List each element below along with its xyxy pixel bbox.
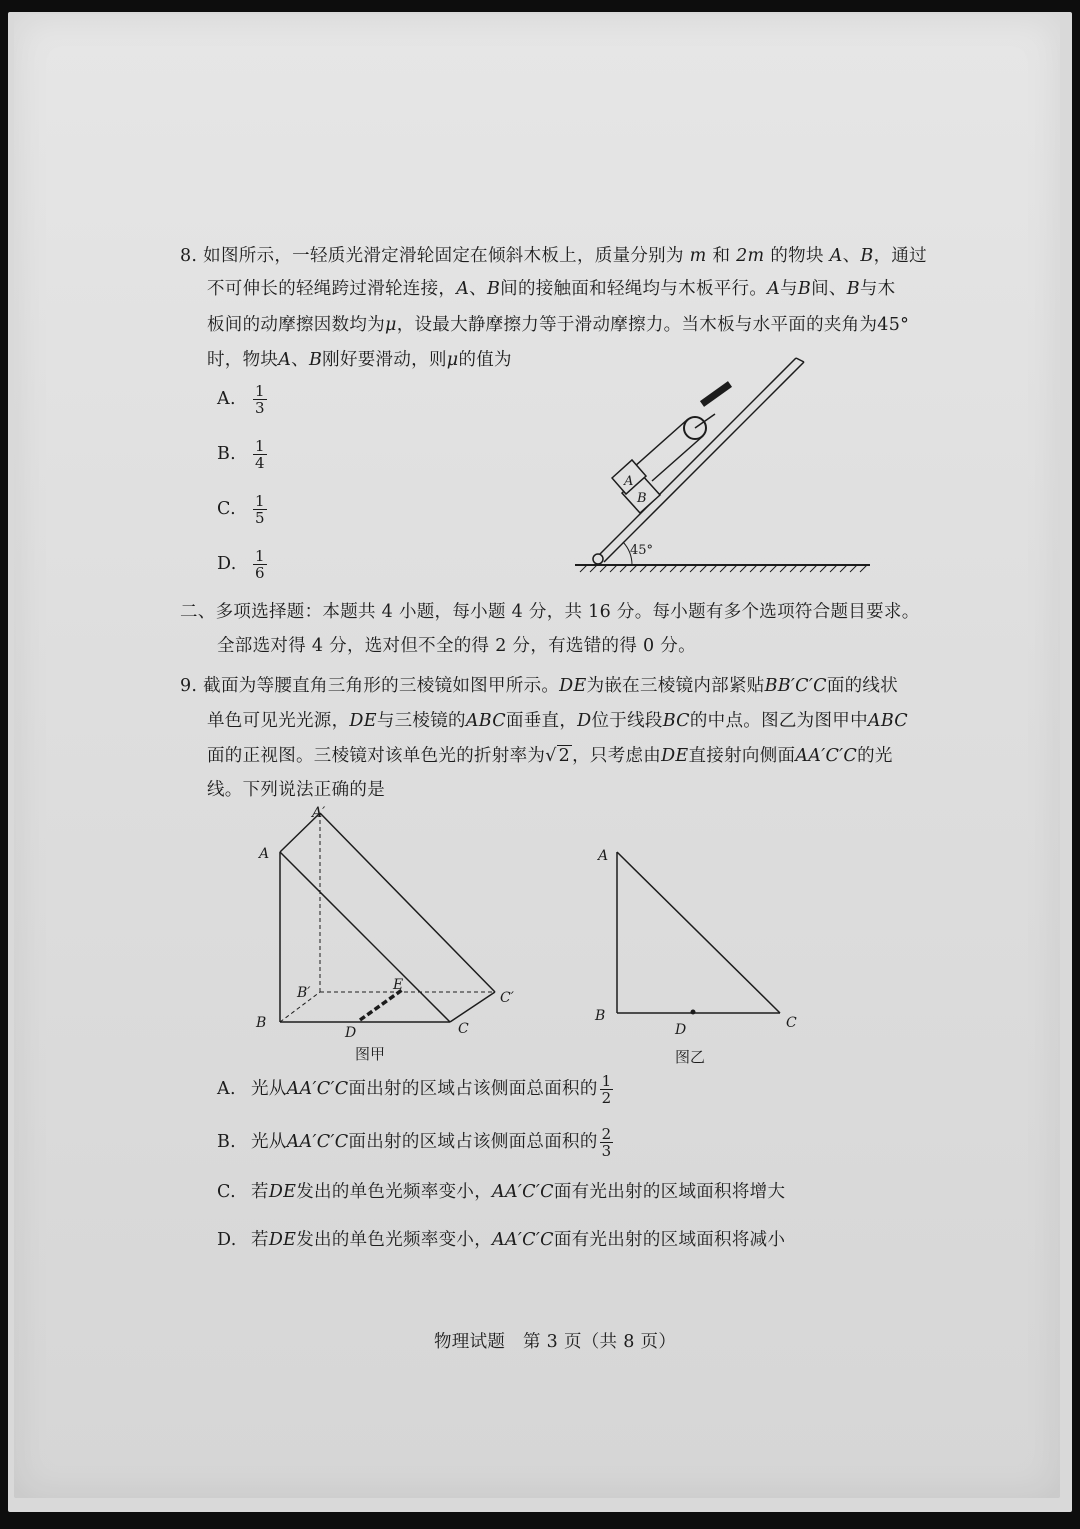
svg-text:A′: A′ — [312, 805, 326, 821]
q9-option-b: B. 光从AA′C′C面出射的区域占该侧面总面积的 $\frac{2}{3}$ — [217, 1125, 612, 1160]
page-footer: 物理试题 第 3 页（共 8 页） — [434, 1332, 677, 1352]
section-2-heading: 二、多项选择题：本题共 4 小题，每小题 4 分，共 16 分。每小题有多个选项符合题目要求。 — [180, 602, 920, 622]
q8-line-4: 时，物块A、B刚好要滑动，则μ的值为 — [207, 350, 512, 370]
q9-line-4: 线。下列说法正确的是 — [207, 780, 385, 800]
svg-text:D: D — [345, 1025, 357, 1041]
q8-number: 8. — [180, 246, 198, 266]
svg-text:A: A — [598, 848, 609, 864]
figure-jia-caption: 图甲 — [355, 1045, 386, 1063]
svg-text:D: D — [675, 1022, 687, 1038]
q9-option-c: C. 若DE发出的单色光频率变小，AA′C′C面有光出射的区域面积将增大 — [217, 1182, 786, 1202]
prism-figure-jia — [250, 805, 530, 1070]
light-source-de — [360, 990, 402, 1020]
q9-number: 9. — [180, 676, 198, 696]
svg-text:B: B — [595, 1008, 606, 1024]
q9-option-a: A. 光从AA′C′C面出射的区域占该侧面总面积的 $\frac{1}{2}$ — [217, 1072, 612, 1107]
svg-text:C′: C′ — [500, 990, 514, 1006]
svg-text:B′: B′ — [297, 985, 311, 1001]
fraction: $\frac{1}{4}$ — [255, 437, 265, 472]
q9-line-2: 单色可见光光源，DE与三棱镜的ABC面垂直，D位于线段BC的中点。图乙为图甲中ABC — [207, 711, 908, 731]
sqrt-symbol: √ 2 — [545, 746, 571, 766]
q8-option-d: D. $\frac{1}{6}$ — [217, 547, 265, 582]
fraction: $\frac{1}{2}$ — [601, 1072, 612, 1107]
q8-incline-figure — [560, 350, 880, 580]
figure-yi-caption: 图乙 — [675, 1048, 706, 1066]
fraction: $\frac{1}{3}$ — [255, 382, 265, 417]
svg-text:A: A — [624, 474, 634, 489]
prism-figure-yi — [585, 840, 815, 1070]
svg-text:C: C — [786, 1015, 797, 1031]
fraction: $\frac{1}{5}$ — [255, 492, 265, 527]
svg-text:B: B — [637, 491, 647, 506]
q8-option-a: A. $\frac{1}{3}$ — [217, 382, 265, 417]
svg-text:B: B — [256, 1015, 267, 1031]
q8-line-2: 不可伸长的轻绳跨过滑轮连接，A、B间的接触面和轻绳均与木板平行。A与B间、B与木 — [207, 279, 896, 299]
svg-text:C: C — [458, 1021, 469, 1037]
fraction: $\frac{1}{6}$ — [255, 547, 265, 582]
q8-option-c: C. $\frac{1}{5}$ — [217, 492, 265, 527]
q8-line-1: 8. 如图所示，一轻质光滑定滑轮固定在倾斜木板上，质量分别为 m 和 2m 的物块 A、B，通过 — [180, 246, 927, 266]
q9-line-1: 9. 截面为等腰直角三角形的三棱镜如图甲所示。DE为嵌在三棱镜内部紧贴BB′C′C面的线状 — [180, 676, 899, 696]
q9-line-3: 面的正视图。三棱镜对该单色光的折射率为√ 2 ，只考虑由DE直接射向侧面AA′C′C的光 — [207, 746, 893, 766]
svg-text:E: E — [393, 977, 404, 993]
section-2-scoring: 全部选对得 4 分，选对但不全的得 2 分，有选错的得 0 分。 — [217, 636, 696, 656]
fraction: $\frac{2}{3}$ — [601, 1125, 612, 1160]
angle-label: 45° — [630, 543, 654, 558]
q8-line-3: 板间的动摩擦因数均为μ，设最大静摩擦力等于滑动摩擦力。当木板与水平面的夹角为45° — [207, 315, 910, 335]
svg-text:A: A — [259, 846, 270, 862]
q9-option-d: D. 若DE发出的单色光频率变小，AA′C′C面有光出射的区域面积将减小 — [217, 1230, 786, 1250]
q8-option-b: B. $\frac{1}{4}$ — [217, 437, 265, 472]
